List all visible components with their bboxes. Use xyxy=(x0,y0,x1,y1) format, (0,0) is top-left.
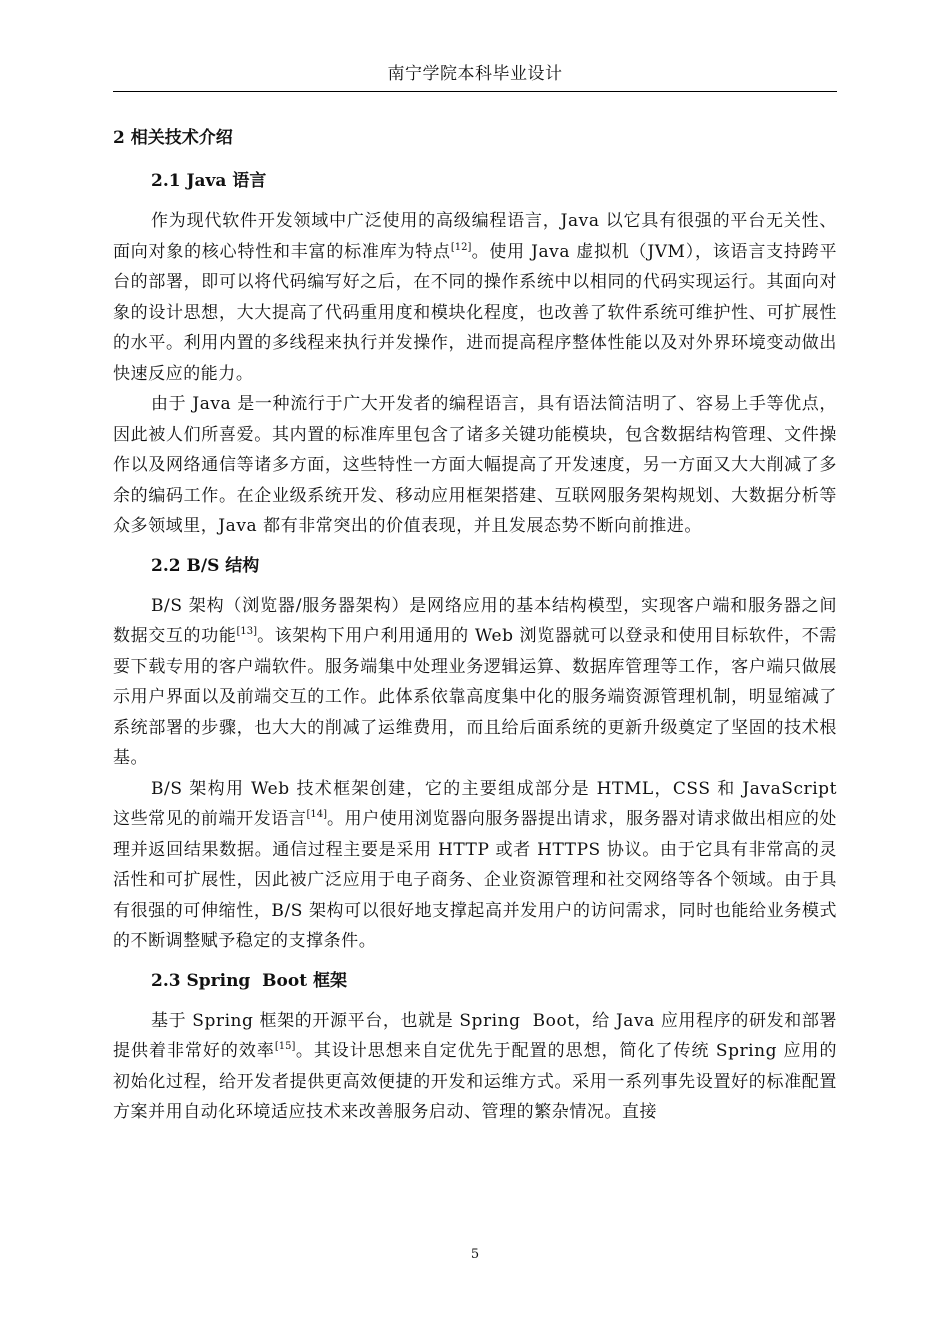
section-heading-java: 2.1 Java 语言 xyxy=(151,171,267,191)
paragraph-bs-1: B/S 架构（浏览器/服务器架构）是网络应用的基本结构模型，实现客户端和服务器之间数据交互的功能[13]。该架构下用户利用通用的 Web 浏览器就可以登录和使用目标软件，不需要下载专用的客户端软件。服务端集中处理业务逻辑运算、数据库管理等工作，客户端只做展示用户界面以及前端交互的工作。此体系依靠高度集中化的服务端资源管理机制，明显缩减了系统部署的步骤，也大大的削减了运维费用，而且给后面系统的更新升级奠定了坚固的技术根基。 xyxy=(113,595,837,768)
citation-14: [14] xyxy=(306,809,327,820)
header-rule xyxy=(113,91,837,92)
section-heading-spring-boot: 2.3 Spring Boot 框架 xyxy=(151,970,347,991)
citation-13: [13] xyxy=(236,626,258,637)
section-heading-bs: 2.2 B/S 结构 xyxy=(151,555,260,576)
citation-12: [12] xyxy=(450,241,472,253)
paragraph-spring-boot-1: 基于 Spring 框架的开源平台，也就是 Spring Boot，给 Java 应用程序的研发和部署提供着非常好的效率[15]。其设计思想来自定优先于配置的思想，简化了传统 Spring 应用的初始化过程，给开发者提供更高效便捷的开发和运维方式。采用一系列事先设置好的标准配置方案并用自动化环境适应技术来改善服务启动、管理的繁杂情况。直接 xyxy=(113,1010,838,1122)
citation-15: [15] xyxy=(274,1041,296,1052)
paragraph-java-1: 作为现代软件开发领域中广泛使用的高级编程语言，Java 以它具有很强的平台无关性、面向对象的核心特性和丰富的标准库为特点[12]。使用 Java 虚拟机（JVM），该语言支持跨平台的部署，即可以将代码编写好之后，在不同的操作系统中以相同的代码实现运行。其面向对象的设计思想，大大提高了代码重用度和模块化程度，也改善了软件系统可维护性、可扩展性的水平。利用内置的多线程来执行并发操作，进而提高程序整体性能以及对外界环境变动做出快速反应的能力。 xyxy=(113,211,838,384)
chapter-heading: 2 相关技术介绍 xyxy=(113,128,233,148)
page-body xyxy=(113,122,837,1128)
paragraph-bs-2: B/S 架构用 Web 技术框架创建，它的主要组成部分是 HTML，CSS 和 JavaScript 这些常见的前端开发语言[14]。用户使用浏览器向服务器提出请求，服务器对请求做出相应的处理并返回结果数据。通信过程主要是采用 HTTP 或者 HTTPS 协议。由于它具有非常高的灵活性和可扩展性，因此被广泛应用于电子商务、企业资源管理和社交网络等各个领域。由于具有很强的可伸缩性，B/S 架构可以很好地支撑起高并发用户的访问需求，同时也能给业务模式的不断调整赋予稳定的支撑条件。 xyxy=(113,778,837,951)
paragraph-java-2: 由于 Java 是一种流行于广大开发者的编程语言，具有语法简洁明了、容易上手等优点，因此被人们所喜爱。其内置的标准库里包含了诸多关键功能模块，包含数据结构管理、文件操作以及网络通信等诸多方面，这些特性一方面大幅提高了开发速度，另一方面又大大削减了多余的编码工作。在企业级系统开发、移动应用框架搭建、互联网服务架构规划、大数据分析等众多领域里，Java 都有非常突出的价值表现，并且发展态势不断向前推进。 xyxy=(113,394,837,536)
page-header: 南宁学院本科毕业设计 xyxy=(387,64,563,84)
page-number: 5 xyxy=(470,1247,480,1262)
